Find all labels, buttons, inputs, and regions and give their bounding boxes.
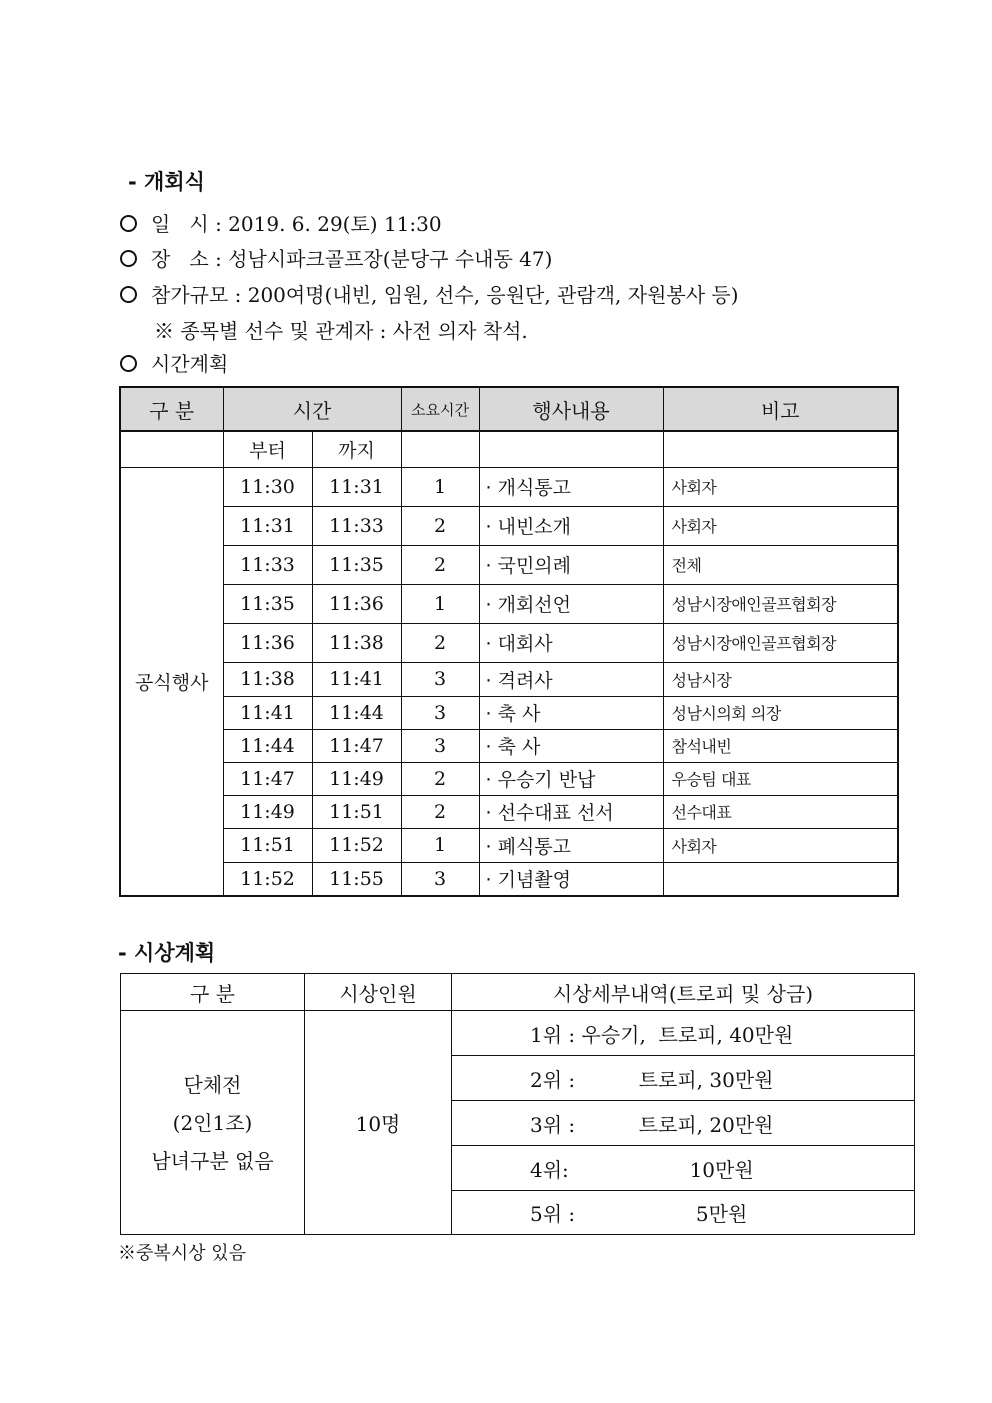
schedule-subheader-row [120, 431, 898, 467]
event: · 대회사 [479, 623, 663, 662]
time-to: 11:51 [312, 795, 401, 828]
duration: 1 [401, 467, 479, 506]
subheader-from: 부터 [223, 431, 312, 467]
note: 우승팀 대표 [663, 762, 898, 795]
duration: 3 [401, 862, 479, 896]
time-to: 11:36 [312, 584, 401, 623]
circle-bullet-icon [120, 286, 137, 303]
event: · 선수대표 선서 [479, 795, 663, 828]
time-from: 11:35 [223, 584, 312, 623]
prize-row: 3위 : 트로피, 20만원 [452, 1101, 915, 1146]
duration: 2 [401, 623, 479, 662]
opening-date-line: 일 시 : 2019. 6. 29(토) 11:30 [120, 208, 442, 237]
note: 사회자 [663, 828, 898, 862]
time-from: 11:31 [223, 506, 312, 545]
note: 성남시장애인골프협회장 [663, 584, 898, 623]
note: 성남시의회 의장 [663, 696, 898, 729]
note: 성남시장애인골프협회장 [663, 623, 898, 662]
awards-header-category: 구 분 [121, 974, 305, 1011]
event: · 폐식통고 [479, 828, 663, 862]
category-cell: 공식행사 [120, 467, 223, 896]
duration: 1 [401, 828, 479, 862]
table-row [120, 729, 898, 762]
note: 성남시장 [663, 662, 898, 696]
circle-bullet-icon [120, 215, 137, 232]
header-time: 시간 [223, 387, 401, 431]
awards-table [120, 973, 915, 1235]
table-row [120, 762, 898, 795]
circle-bullet-icon [120, 250, 137, 267]
table-row [120, 828, 898, 862]
table-row [120, 545, 898, 584]
time-to: 11:35 [312, 545, 401, 584]
time-from: 11:52 [223, 862, 312, 896]
header-note: 비고 [663, 387, 898, 431]
header-duration: 소요시간 [401, 387, 479, 431]
schedule-label-line: 시간계획 [120, 348, 228, 377]
table-row [120, 862, 898, 896]
note [663, 862, 898, 896]
note: 사회자 [663, 506, 898, 545]
awards-category-cell [121, 1011, 305, 1235]
time-to: 11:31 [312, 467, 401, 506]
prize-row: 5위 : 5만원 [452, 1191, 915, 1235]
time-from: 11:44 [223, 729, 312, 762]
time-to: 11:52 [312, 828, 401, 862]
event: · 내빈소개 [479, 506, 663, 545]
time-to: 11:38 [312, 623, 401, 662]
prize-row: 4위: 10만원 [452, 1146, 915, 1191]
time-from: 11:49 [223, 795, 312, 828]
circle-bullet-icon [120, 355, 137, 372]
header-event: 행사내용 [479, 387, 663, 431]
note: 전체 [663, 545, 898, 584]
opening-note: ※ 종목별 선수 및 관계자 : 사전 의자 착석. [154, 319, 528, 343]
opening-place-line: 장 소 : 성남시파크골프장(분당구 수내동 47) [120, 243, 552, 272]
awards-header-row [121, 974, 915, 1011]
note: 선수대표 [663, 795, 898, 828]
table-row [120, 696, 898, 729]
note: 참석내빈 [663, 729, 898, 762]
awards-footnote: ※중복시상 있음 [118, 1243, 247, 1264]
duration: 2 [401, 506, 479, 545]
awards-heading: - 시상계획 [118, 941, 216, 965]
time-from: 11:41 [223, 696, 312, 729]
duration: 1 [401, 584, 479, 623]
event: · 기념촬영 [479, 862, 663, 896]
table-row [120, 623, 898, 662]
awards-header-count: 시상인원 [305, 974, 452, 1011]
event: · 축 사 [479, 729, 663, 762]
duration: 2 [401, 795, 479, 828]
event: · 격려사 [479, 662, 663, 696]
duration: 3 [401, 696, 479, 729]
duration: 3 [401, 729, 479, 762]
subheader-to: 까지 [312, 431, 401, 467]
table-row [120, 795, 898, 828]
table-row [120, 662, 898, 696]
category-line: 단체전 [183, 1072, 242, 1097]
time-to: 11:47 [312, 729, 401, 762]
time-from: 11:51 [223, 828, 312, 862]
awards-header-detail: 시상세부내역(트로피 및 상금) [452, 974, 915, 1011]
category-line: 남녀구분 없음 [151, 1148, 274, 1173]
opening-heading: - 개회식 [128, 170, 205, 194]
duration: 2 [401, 545, 479, 584]
event: · 개식통고 [479, 467, 663, 506]
opening-scale-line: 참가규모 : 200여명(내빈, 임원, 선수, 응원단, 관람객, 자원봉사 등) [120, 279, 739, 308]
event: · 국민의례 [479, 545, 663, 584]
schedule-header-row [120, 387, 898, 431]
time-from: 11:36 [223, 623, 312, 662]
event: · 우승기 반납 [479, 762, 663, 795]
time-to: 11:41 [312, 662, 401, 696]
duration: 3 [401, 662, 479, 696]
event: · 축 사 [479, 696, 663, 729]
time-from: 11:47 [223, 762, 312, 795]
awards-count-cell: 10명 [305, 1011, 452, 1235]
table-row [121, 1011, 915, 1056]
time-from: 11:33 [223, 545, 312, 584]
table-row [120, 584, 898, 623]
time-to: 11:33 [312, 506, 401, 545]
time-from: 11:30 [223, 467, 312, 506]
event: · 개회선언 [479, 584, 663, 623]
category-line: (2인1조) [172, 1110, 253, 1135]
time-to: 11:55 [312, 862, 401, 896]
note: 사회자 [663, 467, 898, 506]
duration: 2 [401, 762, 479, 795]
schedule-table [119, 386, 899, 897]
time-to: 11:49 [312, 762, 401, 795]
header-category: 구 분 [120, 387, 223, 431]
time-to: 11:44 [312, 696, 401, 729]
prize-row: 1위 : 우승기, 트로피, 40만원 [452, 1011, 915, 1056]
table-row [120, 467, 898, 506]
time-from: 11:38 [223, 662, 312, 696]
prize-row: 2위 : 트로피, 30만원 [452, 1056, 915, 1101]
table-row [120, 506, 898, 545]
